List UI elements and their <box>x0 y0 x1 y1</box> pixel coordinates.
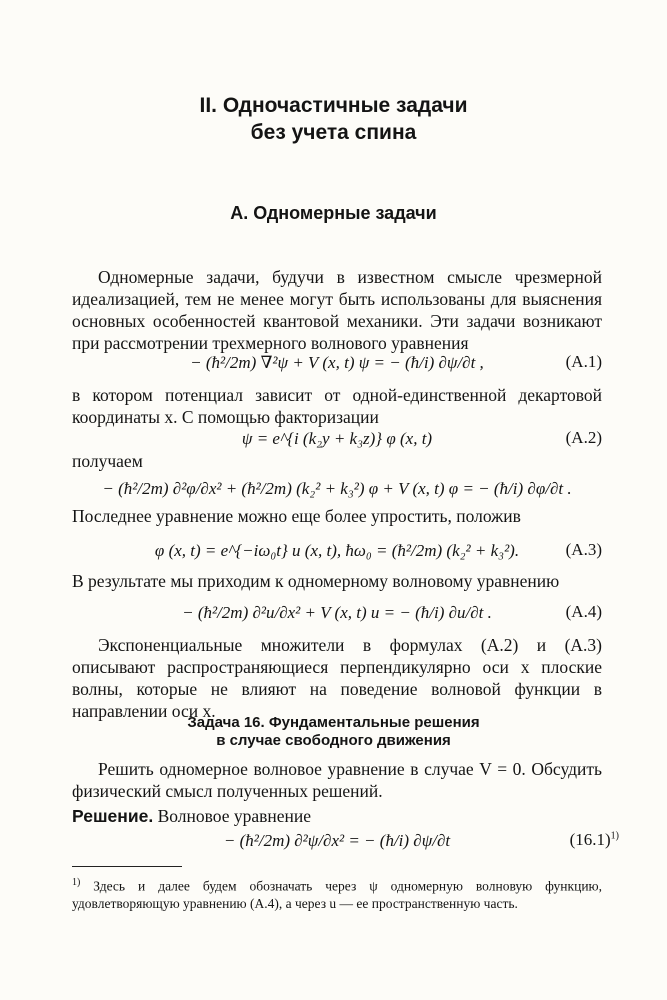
footnote-mark: 1) <box>72 877 81 888</box>
paragraph-get: получаем <box>72 451 143 471</box>
equation-16-1-number <box>570 830 619 850</box>
equation-a4: − (ħ²/2m) ∂²u/∂x² + V (x, t) u = − (ħ/i) ∂u/∂t . <box>182 603 492 622</box>
solution-paragraph <box>72 805 602 827</box>
footnote-rule <box>72 866 182 867</box>
footnote-reference: 1) <box>610 830 619 842</box>
equation-a1: − (ħ²/2m) ∇²ψ + V (x, t) ψ = − (ħ/i) ∂ψ/∂t , <box>190 353 484 372</box>
equation-a3: φ (x, t) = e^{−iω₀t} u (x, t), ħω₀ = (ħ²/2m) (k₂² + k₃²). <box>154 541 520 560</box>
paragraph-exponential: Экспоненциальные множители в формулах (A.2) и (A.3) описывают распространяющиеся перпендикулярно оси x плоские волны, которые не влияют на поведение волновой функции в направлении оси x. <box>72 635 602 721</box>
equation-16-1: − (ħ²/2m) ∂²ψ/∂x² = − (ħ/i) ∂ψ/∂t <box>223 831 451 850</box>
equation-b: − (ħ²/2m) ∂²φ/∂x² + (ħ²/2m) (k₂² + k₃²) φ + V (x, t) φ = − (ħ/i) ∂φ/∂t . <box>102 479 572 498</box>
equation-a4-number: (A.4) <box>565 602 602 621</box>
solution-text: Волновое уравнение <box>157 806 312 826</box>
equation-a3-number: (A.3) <box>565 540 602 559</box>
chapter-title-line-2: без учета спина <box>250 121 417 144</box>
paragraph-result: В результате мы приходим к одномерному волновому уравнению <box>72 571 560 591</box>
equation-a2-number: (A.2) <box>565 428 602 447</box>
intro-paragraph: Одномерные задачи, будучи в известном смысле чрезмерной идеализацией, тем не менее могут быть использованы для выяснения основных особенностей квантовой механики. Эти задачи возникают при рассмотрении трехмерного волнового уравнения <box>72 267 602 353</box>
paragraph-simplify: Последнее уравнение можно еще более упростить, положив <box>72 506 521 526</box>
task-title-line-2: в случае свободного движения <box>216 732 451 749</box>
equation-a2: ψ = e^{i (k₂y + k₃z)} φ (x, t) <box>241 429 433 448</box>
footnote <box>72 874 602 912</box>
chapter-title-line-1: II. Одночастичные задачи <box>199 94 468 117</box>
equation-16-1-label: (16.1) <box>569 830 611 849</box>
section-title: А. Одномерные задачи <box>230 203 437 223</box>
equation-a1-number: (A.1) <box>565 352 602 371</box>
task-title-line-1: Задача 16. Фундаментальные решения <box>187 714 480 731</box>
solution-label: Решение. <box>72 806 154 826</box>
task-statement: Решить одномерное волновое уравнение в случае V = 0. Обсудить физический смысл полученных решений. <box>72 759 602 801</box>
paragraph-potential: в котором потенциал зависит от одной-единственной декартовой координаты x. С помощью факторизации <box>72 385 602 427</box>
footnote-text: Здесь и далее будем обозначать через ψ одномерную волновую функцию, удовлетворяющую уравнению (A.4), а через u — ее пространственную часть. <box>72 878 602 911</box>
